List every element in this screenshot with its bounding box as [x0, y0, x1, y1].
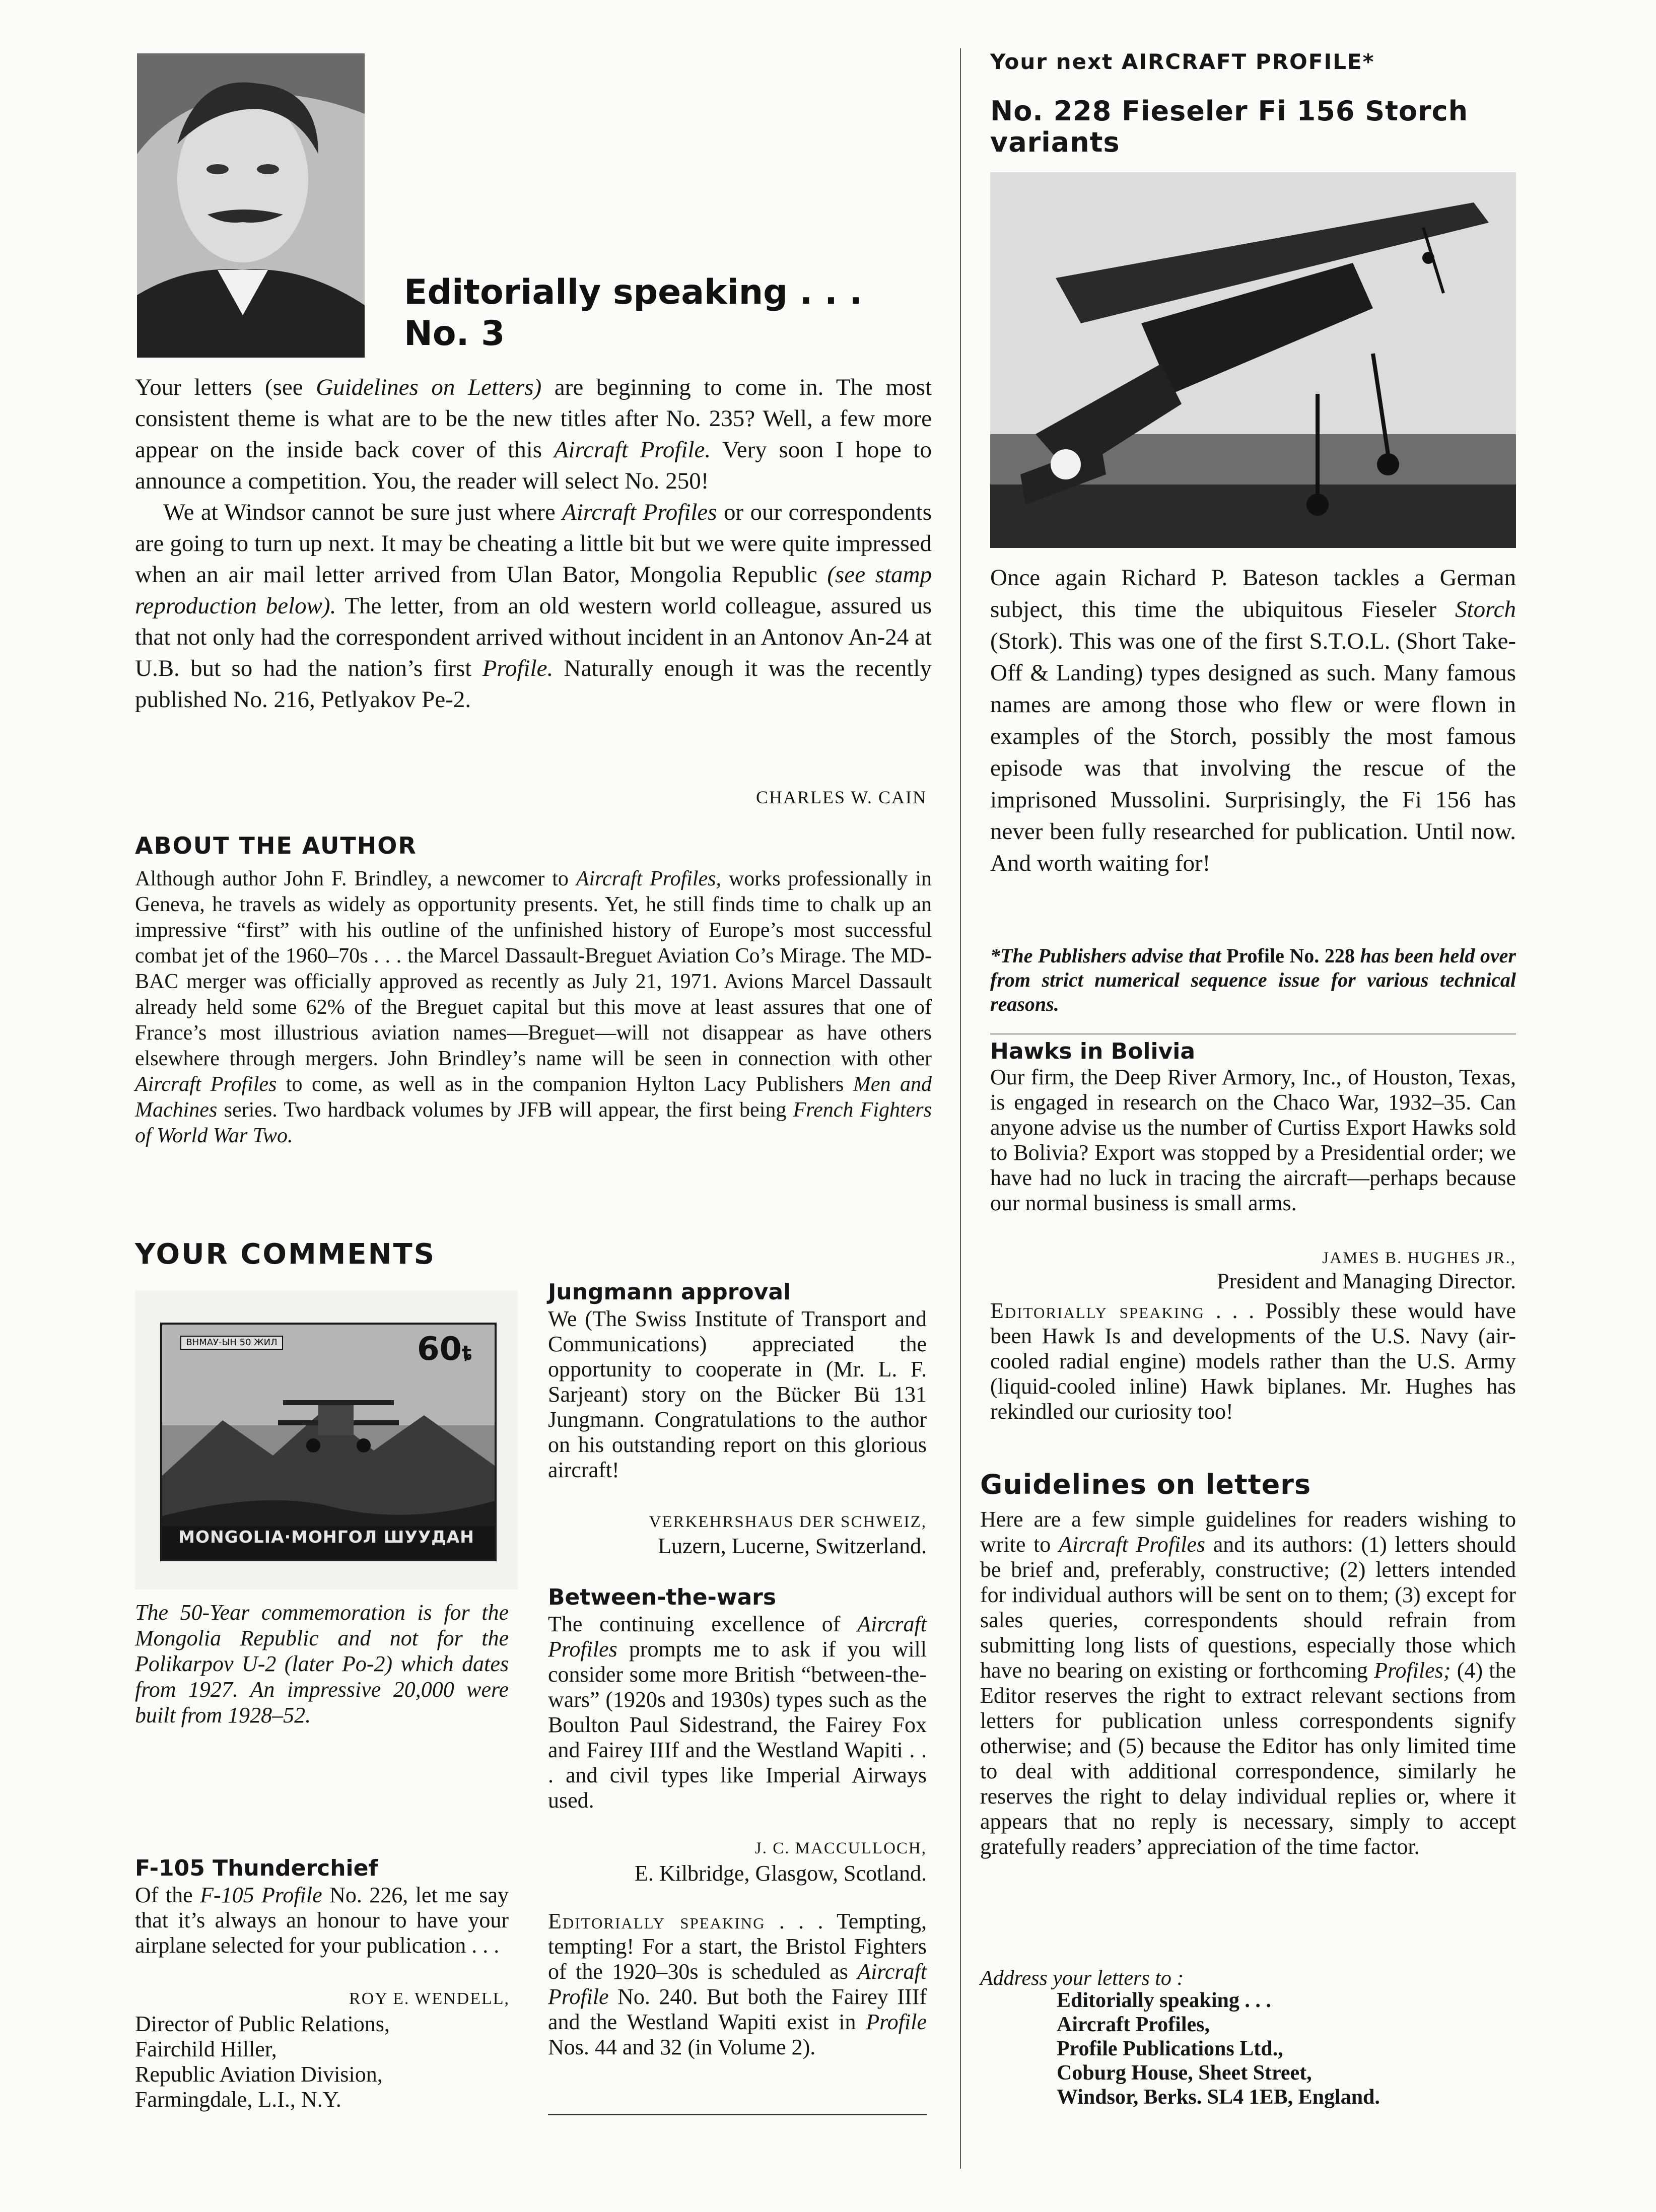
text-run: Nos. 44 and 32 (in Volume 2).	[548, 2035, 816, 2059]
f105-affiliation	[135, 2012, 518, 2112]
hawks-signature: JAMES B. HUGHES JR.,	[1322, 1249, 1516, 1267]
text-run-italic: Profile.	[482, 655, 554, 681]
about-author-heading: ABOUT THE AUTHOR	[135, 832, 417, 859]
text-run-italic: Aircraft Profile	[548, 1959, 927, 2009]
guidelines-heading: Guidelines on letters	[980, 1469, 1312, 1500]
stamp-value-number: 60	[417, 1331, 462, 1368]
text-run-italic: Aircraft Profiles	[548, 1612, 927, 1662]
hawks-editorial-reply	[990, 1298, 1516, 1424]
text-run-italic: Aircraft Profiles,	[576, 867, 722, 890]
stamp-value-suffix: ȶ	[462, 1342, 472, 1365]
next-profile-title: No. 228 Fieseler Fi 156 Storch variants	[990, 95, 1469, 158]
text-line: Republic Aviation Division,	[135, 2062, 383, 2087]
editorial-title-line2: No. 3	[404, 314, 505, 354]
stamp-top-label: ВНМАУ-ЫН 50 ЖИЛ	[180, 1336, 283, 1350]
text-run-italic: Profile	[866, 2010, 927, 2034]
editorial-paragraph-2	[135, 497, 932, 715]
text-run-italic: Profiles;	[1374, 1658, 1451, 1683]
mongolia-stamp	[135, 1290, 518, 1589]
jungmann-signature: VERKEHRSHAUS DER SCHWEIZ,	[649, 1513, 927, 1531]
bottom-divider-middle	[548, 2114, 927, 2115]
text-run: Naturally enough it was the recently published No. 216, Petlyakov Pe-2.	[135, 655, 932, 713]
text-run-italic: Aircraft Profiles	[1058, 1532, 1206, 1557]
text-run: *The Publishers advise that	[990, 944, 1227, 967]
column-divider	[960, 48, 961, 2169]
hawks-title: President and Managing Director.	[1217, 1269, 1516, 1293]
storch-photo	[990, 172, 1516, 548]
editorial-paragraph-1	[135, 372, 932, 497]
text-run: Although author John F. Brindley, a newcomer to	[135, 867, 576, 890]
text-run: We at Windsor cannot be sure just where	[163, 499, 563, 525]
address-line: Windsor, Berks. SL4 1EB, England.	[1057, 2086, 1380, 2109]
text-run-upright: Profile No. 228	[1226, 944, 1355, 967]
text-run: . . . Possibly these would have been Hawk Is and developments of the U.S. Navy (air-cooled radial engine) models rather than the U.S. Army (liquid-cooled inline) Hawk biplanes. Mr. Hughes has rekindled our curiosity too!	[990, 1298, 1516, 1424]
divider-right-1	[990, 1033, 1516, 1034]
editorial-reply-label: Editorially speaking	[548, 1909, 766, 1933]
jungmann-body: We (The Swiss Institute of Transport and Communications) appreciated the opportunity to cooperate in (Mr. L. F. Sarjeant) story on the Bücker Bü 131 Jungmann. Congratulations to the author on his outstanding report on this glorious aircraft!	[548, 1306, 927, 1482]
text-run-italic: Aircraft Profiles	[562, 499, 717, 525]
editorial-title-line1: Editorially speaking . . .	[404, 272, 863, 312]
portrait-illustration	[137, 53, 365, 358]
between-wars-place: E. Kilbridge, Glasgow, Scotland.	[634, 1861, 927, 1886]
editorial-body	[135, 372, 932, 715]
text-run: and its authors: (1) letters should be brief and, preferably, constructive; (2) letters intended for individual authors will be sent on to them; (3) except for sales queries, correspondents should refrain from submitting long lists of questions, especially those which have no bearing on existing or forthcoming	[980, 1532, 1516, 1683]
your-comments-heading: YOUR COMMENTS	[135, 1238, 436, 1271]
hawks-heading: Hawks in Bolivia	[990, 1039, 1196, 1064]
jungmann-heading: Jungmann approval	[548, 1279, 791, 1305]
text-run-italic: F-105 Profile	[200, 1883, 322, 1907]
text-run: works professionally in Geneva, he travels as widely as opportunity presents. Yet, he still finds time to chalk up an impressive “first” with his outline of the unfinished history of Europe’s most successful combat jet of the 1960–70s . . . the Marcel Dassault-Breguet Aviation Co’s Mirage. The MD-BAC merger was officially approved as recently as July 21, 1971. Avions Marcel Dassault already held some 62% of the Breguet capital but this move at least assures that one of France’s most illustrious aviation names—Breguet—will not disappear as have others elsewhere through mergers. John Brindley’s name will be seen in connection with other	[135, 867, 932, 1070]
editorial-reply-label: Editorially speaking	[990, 1298, 1205, 1323]
jungmann-place: Luzern, Lucerne, Switzerland.	[658, 1534, 927, 1558]
text-run-italic: Guidelines on Letters)	[316, 374, 542, 400]
text-run-italic: Aircraft Profile.	[554, 437, 711, 463]
text-run-italic: (see stamp reproduction below).	[135, 562, 932, 619]
f105-signature: ROY E. WENDELL,	[349, 1989, 510, 2008]
text-run: series. Two hardback volumes by JFB will appear, the first being	[217, 1098, 793, 1122]
editorial-signature: CHARLES W. CAIN	[755, 787, 927, 807]
storch-illustration	[990, 172, 1516, 548]
text-run: Very soon I hope to announce a competition. You, the reader will select No. 250!	[135, 437, 932, 494]
f105-body	[135, 1883, 509, 1958]
text-run: Your letters (see	[135, 374, 316, 400]
text-run: (Stork). This was one of the first S.T.O.L. (Short Take-Off & Landing) types designed as such. Many famous names are among those who flew or were flown in examples of the Storch, possibly the most famous episode was that involving the rescue of the imprisoned Mussolini. Surprisingly, the Fi 156 has never been fully researched for publication. Until now. And worth waiting for!	[990, 628, 1516, 876]
text-line: Director of Public Relations,	[135, 2012, 390, 2036]
text-run: The continuing excellence of	[548, 1612, 858, 1636]
text-run: . . . Tempting, tempting! For a start, the Bristol Fighters of the 1920–30s is scheduled as	[548, 1909, 927, 1984]
text-run-italic: Aircraft Profiles	[135, 1073, 277, 1096]
address-line: Profile Publications Ltd.,	[1057, 2037, 1283, 2060]
text-run: No. 240. But both the Fairey IIIf and the Westland Wapiti exist in	[548, 1984, 927, 2034]
address-block	[1057, 1988, 1510, 2109]
text-line: Farmingdale, L.I., N.Y.	[135, 2087, 341, 2112]
stamp-bottom-label: MONGOLIA·МОНГОЛ ШУУДАН	[178, 1527, 474, 1547]
address-label: Address your letters to :	[980, 1967, 1184, 1990]
text-run: (4) the Editor reserves the right to extract relevant sections from letters for publication unless correspondents signify otherwise; and (5) because the Editor has only limited time to deal with additional correspondence, similarly he reserves the right to delay individual replies or, where it appears that no reply is necessary, simply to accept gratefully readers’ appreciation of the time factor.	[980, 1658, 1516, 1859]
text-run: are beginning to come in. The most consistent theme is what are to be the new titles after No. 235? Well, a few more appear on the inside back cover of this	[135, 374, 932, 463]
text-run: Of the	[135, 1883, 200, 1907]
text-run: Here are a few simple guidelines for readers wishing to write to	[980, 1507, 1516, 1557]
text-run-italic: French Fighters of World War Two.	[135, 1098, 932, 1147]
text-run: No. 226, let me say that it’s always an honour to have your airplane selected for your publication . . .	[135, 1883, 509, 1958]
between-wars-signature: J. C. MACCULLOCH,	[754, 1839, 927, 1857]
text-run-italic: Storch	[1455, 596, 1516, 623]
next-profile-body	[990, 562, 1516, 879]
address-line: Editorially speaking . . .	[1057, 1989, 1271, 2012]
address-line: Coburg House, Sheet Street,	[1057, 2061, 1312, 2085]
stamp-caption: The 50-Year commemoration is for the Mongolia Republic and not for the Polikarpov U-2 (later Po-2) which dates from 1927. An impressive 20,000 were built from 1928–52.	[135, 1600, 509, 1727]
hawks-body: Our firm, the Deep River Armory, Inc., of Houston, Texas, is engaged in research on the Chaco War, 1932–35. Can anyone advise us the number of Curtiss Export Hawks sold to Bolivia? Export was stopped by a Presidential order; we have had no luck in tracing the aircraft—perhaps because our normal business is small arms.	[990, 1065, 1516, 1215]
text-run: prompts me to ask if you will consider some more British “between-the-wars” (1920s and 1930s) types such as the Boulton Paul Sidestrand, the Fairey Fox and Fairey IIIf and the Westland Wapiti . . . and civil types like Imperial Airways used.	[548, 1637, 927, 1813]
between-wars-body	[548, 1612, 927, 1813]
stamp-value	[417, 1331, 472, 1368]
between-wars-editorial-reply	[548, 1909, 927, 2060]
text-run: The letter, from an old western world colleague, assured us that not only had the correspondent arrived without incident in an Antonov An-24 at U.B. but so had the nation’s first	[135, 593, 932, 681]
editor-portrait	[137, 53, 365, 358]
f105-heading: F-105 Thunderchief	[135, 1855, 378, 1881]
text-run: or our correspondents are going to turn up next. It may be cheating a little bit but we were quite impressed when an air mail letter arrived from Ulan Bator, Mongolia Republic	[135, 499, 932, 588]
editorial-title	[404, 272, 908, 355]
text-run-italic: Men and Machines	[135, 1073, 932, 1122]
guidelines-body	[980, 1507, 1516, 1859]
next-profile-note	[990, 944, 1516, 1016]
text-line: Fairchild Hiller,	[135, 2037, 277, 2061]
about-author-body	[135, 866, 932, 1149]
next-profile-label: Your next AIRCRAFT PROFILE*	[990, 49, 1375, 74]
text-run: Once again Richard P. Bateson tackles a German subject, this time the ubiquitous Fieseler	[990, 565, 1516, 623]
text-run: has been held over from strict numerical sequence issue for various technical reasons.	[990, 944, 1516, 1015]
address-line: Aircraft Profiles,	[1057, 2013, 1210, 2036]
between-wars-heading: Between-the-wars	[548, 1584, 777, 1610]
text-run: to come, as well as in the companion Hylton Lacy Publishers	[277, 1073, 853, 1096]
